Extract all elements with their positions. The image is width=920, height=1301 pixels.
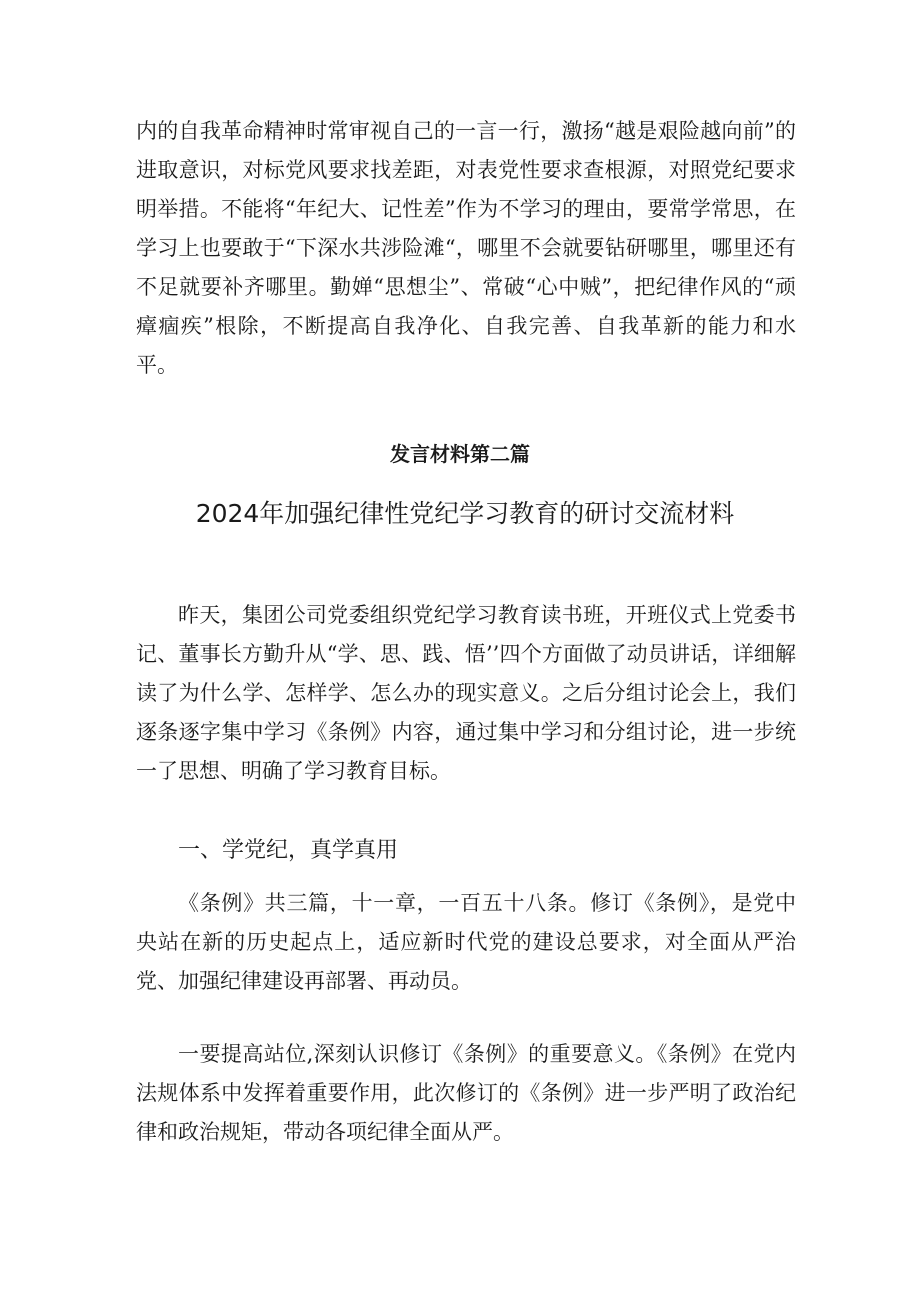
section-heading-1: 一、学党纪，真学真用 — [178, 838, 399, 863]
body-paragraph-2: 《条例》共三篇，十一章，一百五十八条。修订《条例》，是党中央站在新的历史起点上，适应新时代党的建设总要求，对全面从严治党、加强纪律建设再部署、再动员。 — [136, 891, 796, 993]
body-paragraph-3: 一要提高站位,深刻认识修订《条例》的重要意义。《条例》在党内法规体系中发挥着重要作用，此次修订的《条例》进一步严明了政治纪律和政治规矩，带动各项纪律全面从严。 — [136, 1042, 796, 1144]
section-label: 发言材料第二篇 — [390, 442, 530, 466]
body-paragraph-1: 昨天，集团公司党委组织党纪学习教育读书班，开班仪式上党委书记、董事长方勤升从“学、思、践、悟’’四个方面做了动员讲话，详细解读了为什么学、怎样学、怎么办的现实意义。之后分组讨论会上，我们逐条逐字集中学习《条例》内容，通过集中学习和分组讨论，进一步统一了思想、明确了学习教育目标。 — [136, 603, 796, 783]
intro-paragraph: 内的自我革命精神时常审视自己的一言一行，激扬“越是艰险越向前”的进取意识，对标党风要求找差距，对表党性要求查根源，对照党纪要求明举措。不能将“年纪大、记性差”作为不学习的理由，要常学常思，在学习上也要敢于“下深水共涉险滩“，哪里不会就要钻研哪里，哪里还有不足就要补齐哪里。勤婵“思想尘”、常破“心中贼”，把纪律作风的“顽瘴痼疾”根除，不断提高自我净化、自我完善、自我革新的能力和水平。 — [136, 119, 796, 377]
document-title: 2024年加强纪律性党纪学习教育的研讨交流材料 — [195, 499, 735, 528]
